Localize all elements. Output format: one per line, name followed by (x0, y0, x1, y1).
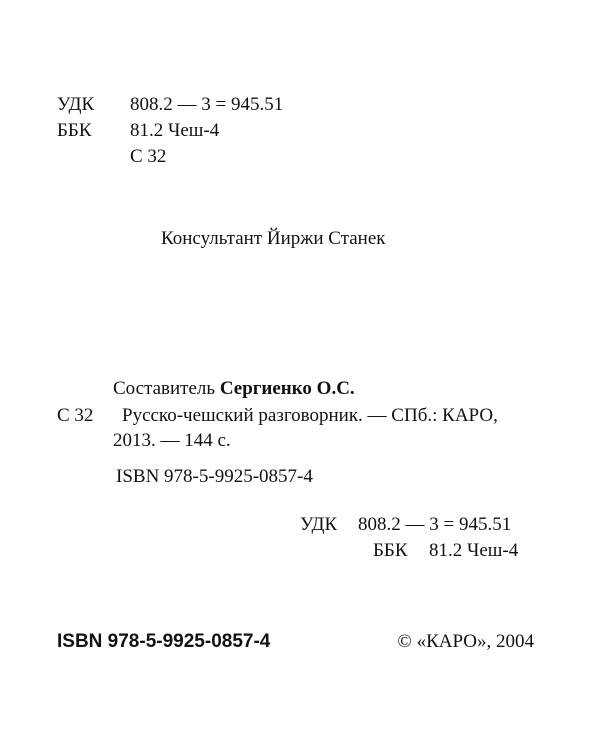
card-author-mark: С 32 (57, 405, 94, 426)
compiler-line (113, 378, 355, 400)
top-udk-value: 808.2 — 3 = 945.51 (130, 94, 284, 115)
footer-copyright: © «КАРО», 2004 (397, 631, 534, 652)
footer-isbn: ISBN 978-5-9925-0857-4 (57, 631, 271, 652)
top-bbk-value: 81.2 Чеш-4 (130, 120, 220, 141)
top-udk-label: УДК (57, 94, 95, 115)
card-isbn: ISBN 978-5-9925-0857-4 (116, 466, 313, 487)
top-author-mark: С 32 (130, 146, 167, 167)
card-description-line-2: 2013. — 144 с. (113, 430, 231, 451)
card-description-line-1: Русско-чешский разговорник. — СПб.: КАРО, (122, 405, 498, 426)
compiler-name: Сергиенко О.С. (219, 378, 355, 399)
card-bbk-label: ББК (373, 540, 408, 561)
card-udk-value: 808.2 — 3 = 945.51 (358, 514, 512, 535)
top-bbk-label: ББК (57, 120, 92, 141)
consultant-line: Консультант Йиржи Станек (161, 228, 386, 249)
compiler-prefix: Составитель (113, 378, 216, 399)
card-udk-label: УДК (300, 514, 338, 535)
card-bbk-value: 81.2 Чеш-4 (429, 540, 519, 561)
